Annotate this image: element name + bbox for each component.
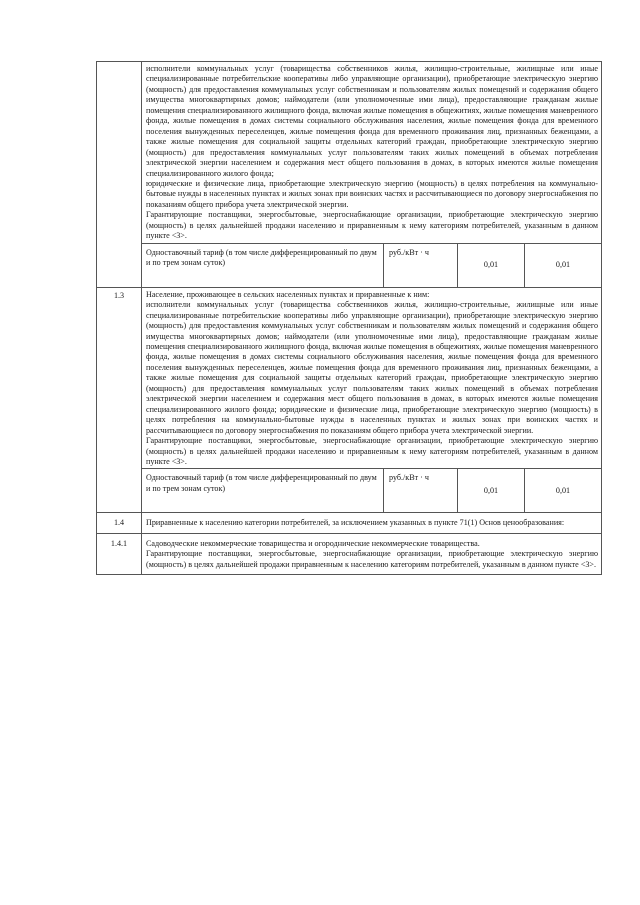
- paragraph: Гарантирующие поставщики, энергосбытовые, энергоснабжающие организации, приобретающие электрическую энергию (мощность) в целях дальнейшей продажи приравненным к населению категориям потребителей, указанным в данном пункте <3>.: [146, 549, 598, 569]
- paragraph: Население, проживающее в сельских населенных пунктах и приравненные к ним:: [146, 289, 430, 299]
- tariff-unit: руб./кВт · ч: [384, 243, 458, 287]
- paragraph: Гарантирующие поставщики, энергосбытовые, энергоснабжающие организации, приобретающие электрическую энергию (мощность) в целях дальнейшей продажи населению и приравненным к нему категориям потребителей, указанным в данном пункте <3>.: [146, 436, 598, 466]
- tariff-row: [142, 243, 601, 287]
- row-text: [142, 513, 602, 533]
- tariff-subtable: [142, 243, 601, 287]
- tariff-row: [142, 469, 601, 513]
- row-text: [142, 62, 601, 243]
- row-text: [142, 288, 601, 469]
- tariff-value-2: 0,01: [525, 469, 602, 513]
- paragraph: Приравненные к населению категории потребителей, за исключением указанных в пункте 71(1) Основ ценообразования:: [146, 518, 565, 528]
- row-number: 1.4: [97, 513, 142, 533]
- paragraph: юридические и физические лица, приобретающие электрическую энергию (мощность) в целях потребления на коммунально-бытовые нужды в населенных пунктах и жилых зонах при воинских частях и рассчитывающиеся по договору энергоснабжения по показаниям общего прибора учета электрической энергии.: [146, 178, 598, 209]
- paragraph: Гарантирующие поставщики, энергосбытовые, энергоснабжающие организации, приобретающие электрическую энергию (мощность) в целях дальнейшей продажи населению и приравненным к нему категориям потребителей, указанным в данном пункте <3>.: [146, 210, 598, 241]
- tariff-value-2: 0,01: [525, 243, 602, 287]
- row-number: 1.4.1: [97, 533, 142, 574]
- tariff-table: [96, 61, 602, 575]
- table-row: [97, 287, 602, 513]
- tariff-value-1: 0,01: [458, 243, 525, 287]
- table-row: [97, 533, 602, 574]
- paragraph: Садоводческие некоммерческие товарищества и огороднические некоммерческие товарищества.: [146, 538, 480, 548]
- paragraph: исполнители коммунальных услуг (товарищества собственников жилья, жилищно-строительные, жилищные или иные специализированные потребительские кооперативы либо управляющие организации), приобретающие электрическую энергию (мощность) для предоставления коммунальных услуг собственникам и пользователям жилых помещений и содержания общего имущества многоквартирных домов; наймодатели (или уполномоченные ими лица), предоставляющие гражданам жилые помещения специализированного жилищного фонда, включая жилые помещения в общежитиях, жилые помещения маневренного фонда, жилые помещения в домах системы социального обслуживания населения, жилые помещения фонда для временного поселения вынужденных переселенцев, жилые помещения фонда для временного проживания лиц, признанных беженцами, а также жилые помещения для социальной защиты отдельных категорий граждан, приобретающие электрическую энергию (мощность) для предоставления коммунальных услуг пользователям таких жилых помещений в объемах потребления электрической энергии населением и содержания мест общего пользования в домах, в которых имеются жилые помещения специализированного жилого фонда;: [146, 64, 598, 178]
- row-number: 1.3: [97, 287, 142, 513]
- table-row: [97, 62, 602, 288]
- row-number: [97, 62, 142, 288]
- paragraph: исполнители коммунальных услуг (товарищества собственников жилья, жилищно-строительные, жилищные или иные специализированные потребительские кооперативы либо управляющие организации), приобретающие электрическую энергию (мощность) для предоставления коммунальных услуг собственникам и пользователям жилых помещений и содержания общего имущества многоквартирных домов; наймодатели (или уполномоченные ими лица), предоставляющие гражданам жилые помещения специализированного жилищного фонда, включая жилые помещения в общежитиях, жилые помещения маневренного фонда, жилые помещения в домах системы социального обслуживания населения, жилые помещения фонда для временного поселения вынужденных переселенцев, жилые помещения фонда для временного проживания лиц, признанных беженцами, а также жилые помещения для социальной защиты отдельных категорий граждан, приобретающие электрическую энергию (мощность) для предоставления коммунальных услуг пользователям таких жилых помещений в объемах потребления электрической энергии населением и содержания мест общего пользования в домах, в которых имеются жилые помещения специализированного жилого фонда; юридические и физические лица, приобретающие электрическую энергию (мощность) в целях потребления на коммунально-бытовые нужды в населенных пунктах и жилых зонах при воинских частях и рассчитывающиеся по договору энергоснабжения по показаниям общего прибора учета электрической энергии.: [146, 300, 598, 435]
- tariff-unit: руб./кВт · ч: [384, 469, 458, 513]
- tariff-subtable: [142, 468, 601, 512]
- row-text: [142, 533, 602, 574]
- tariff-label: Одноставочный тариф (в том числе дифференцированный по двум и по трем зонам суток): [142, 243, 384, 287]
- tariff-value-1: 0,01: [458, 469, 525, 513]
- tariff-label: Одноставочный тариф (в том числе дифференцированный по двум и по трем зонам суток): [142, 469, 384, 513]
- table-row: [97, 513, 602, 533]
